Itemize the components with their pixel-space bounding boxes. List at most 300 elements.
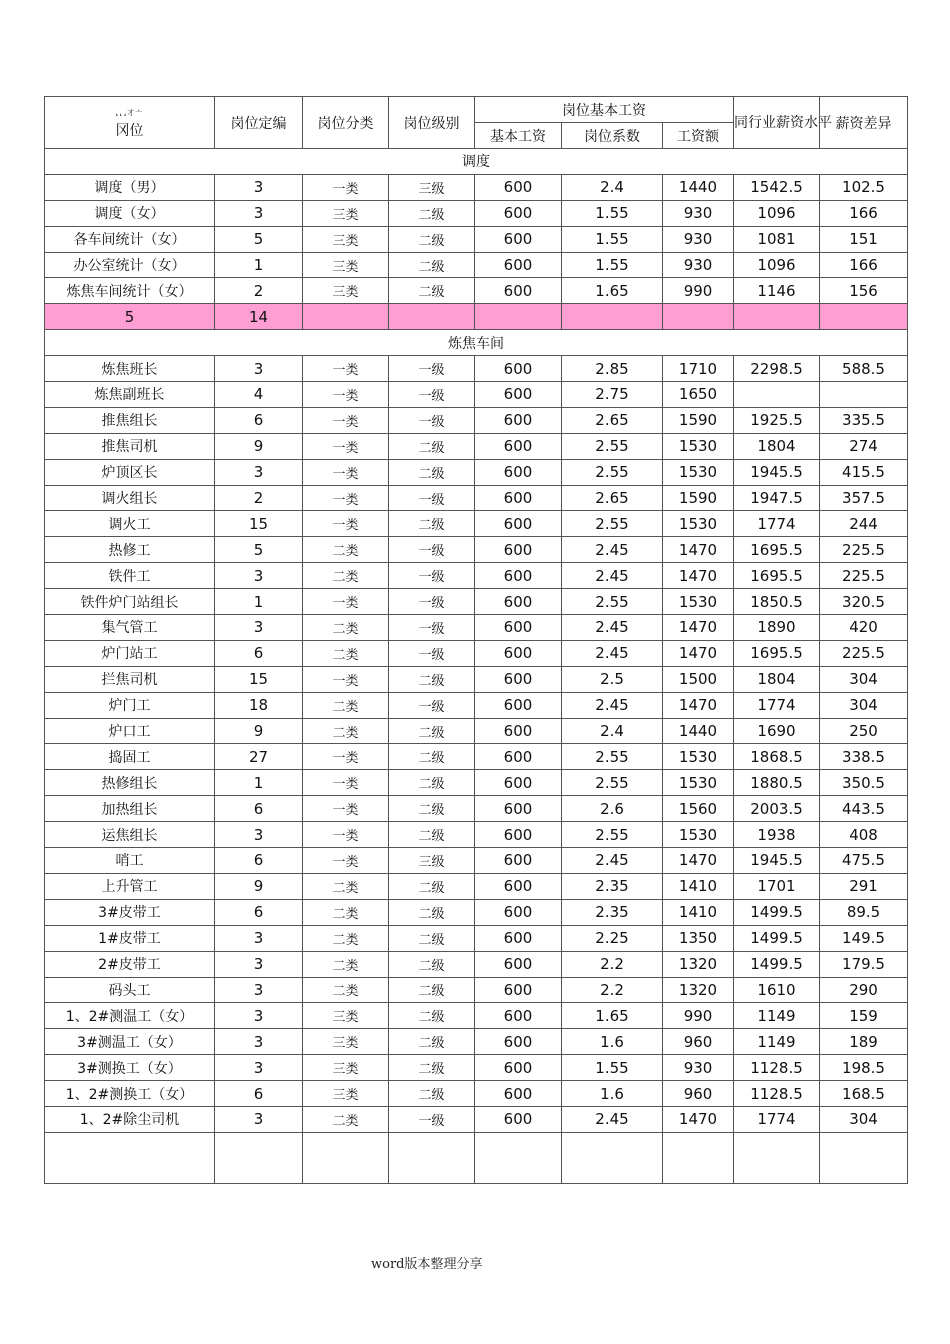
table-cell: 一级 xyxy=(389,1106,475,1132)
table-row xyxy=(45,1029,908,1055)
table-cell: 1850.5 xyxy=(734,589,820,615)
table-cell: 炼焦车间统计（女） xyxy=(45,278,215,304)
table-cell: 600 xyxy=(475,951,562,977)
table-cell: 225.5 xyxy=(820,640,908,666)
table-cell: 一类 xyxy=(303,174,389,200)
table-cell: 炉门工 xyxy=(45,692,215,718)
table-cell: 2.65 xyxy=(562,485,663,511)
table-cell: 二类 xyxy=(303,640,389,666)
blank-cell xyxy=(820,1132,908,1183)
table-cell: 1499.5 xyxy=(734,925,820,951)
table-cell: 1560 xyxy=(663,796,734,822)
table-row xyxy=(45,692,908,718)
table-cell: 600 xyxy=(475,796,562,822)
table-cell: 二级 xyxy=(389,1055,475,1081)
salary-table xyxy=(44,96,908,1184)
table-row xyxy=(45,356,908,382)
table-cell: 二类 xyxy=(303,537,389,563)
table-cell: 3 xyxy=(215,1055,303,1081)
table-cell: 930 xyxy=(663,252,734,278)
table-cell: 1868.5 xyxy=(734,744,820,770)
table-cell: 1530 xyxy=(663,822,734,848)
table-cell: 304 xyxy=(820,692,908,718)
table-cell: 捣固工 xyxy=(45,744,215,770)
table-cell: 一类 xyxy=(303,511,389,537)
table-cell: 1149 xyxy=(734,1029,820,1055)
table-cell: 二级 xyxy=(389,459,475,485)
table-cell: 225.5 xyxy=(820,537,908,563)
table-cell: 二级 xyxy=(389,666,475,692)
table-cell: 二级 xyxy=(389,226,475,252)
table-cell: 1440 xyxy=(663,174,734,200)
table-cell: 二级 xyxy=(389,511,475,537)
table-cell: 600 xyxy=(475,925,562,951)
table-cell: 2.55 xyxy=(562,433,663,459)
table-row xyxy=(45,537,908,563)
header-position xyxy=(45,97,215,149)
table-cell: 一类 xyxy=(303,589,389,615)
table-cell: 1470 xyxy=(663,848,734,874)
table-cell: 炉顶区长 xyxy=(45,459,215,485)
table-cell: 1804 xyxy=(734,433,820,459)
subtotal-cell xyxy=(389,304,475,330)
table-cell: 1.55 xyxy=(562,226,663,252)
table-cell: 600 xyxy=(475,407,562,433)
table-cell: 960 xyxy=(663,1029,734,1055)
table-cell: 225.5 xyxy=(820,563,908,589)
table-cell: 2.45 xyxy=(562,692,663,718)
table-cell: 二级 xyxy=(389,1029,475,1055)
table-cell: 1890 xyxy=(734,615,820,641)
table-cell: 1081 xyxy=(734,226,820,252)
table-cell: 调度（女） xyxy=(45,200,215,226)
table-cell: 一级 xyxy=(389,563,475,589)
table-cell: 600 xyxy=(475,666,562,692)
subtotal-cell: 5 xyxy=(45,304,215,330)
table-cell: 5 xyxy=(215,226,303,252)
table-cell: 5 xyxy=(215,537,303,563)
table-cell: 二级 xyxy=(389,278,475,304)
table-cell: 1610 xyxy=(734,977,820,1003)
header-position-label: 冈位 xyxy=(115,122,144,139)
table-row xyxy=(45,848,908,874)
table-row xyxy=(45,382,908,408)
table-cell: 2 xyxy=(215,485,303,511)
table-cell: 一级 xyxy=(389,382,475,408)
table-row xyxy=(45,433,908,459)
table-cell: 1.55 xyxy=(562,1055,663,1081)
table-cell: 930 xyxy=(663,1055,734,1081)
table-cell: 2.55 xyxy=(562,770,663,796)
table-cell: 15 xyxy=(215,511,303,537)
subtotal-cell xyxy=(562,304,663,330)
table-cell: 179.5 xyxy=(820,951,908,977)
table-cell: 3#测换工（女） xyxy=(45,1055,215,1081)
table-cell: 2.55 xyxy=(562,822,663,848)
table-cell: 集气管工 xyxy=(45,615,215,641)
table-cell: 二类 xyxy=(303,951,389,977)
table-cell: 一类 xyxy=(303,666,389,692)
table-cell: 三类 xyxy=(303,252,389,278)
table-row xyxy=(45,951,908,977)
table-cell: 600 xyxy=(475,174,562,200)
table-cell: 二级 xyxy=(389,796,475,822)
table-cell: 2.6 xyxy=(562,796,663,822)
table-cell: 156 xyxy=(820,278,908,304)
table-row xyxy=(45,899,908,925)
table-row xyxy=(45,718,908,744)
blank-cell xyxy=(562,1132,663,1183)
table-cell: 二级 xyxy=(389,770,475,796)
table-cell: 3 xyxy=(215,1003,303,1029)
table-cell: 3 xyxy=(215,1029,303,1055)
table-cell: 990 xyxy=(663,278,734,304)
table-cell: 6 xyxy=(215,848,303,874)
table-cell: 三类 xyxy=(303,1081,389,1107)
table-cell: 调火组长 xyxy=(45,485,215,511)
table-cell: 1410 xyxy=(663,899,734,925)
table-cell: 420 xyxy=(820,615,908,641)
table-cell: 2.55 xyxy=(562,511,663,537)
table-row xyxy=(45,407,908,433)
table-cell: 600 xyxy=(475,252,562,278)
header-difference: 薪资差异 xyxy=(820,97,908,149)
table-cell: 1#皮带工 xyxy=(45,925,215,951)
table-cell: 1.65 xyxy=(562,1003,663,1029)
table-cell: 二级 xyxy=(389,200,475,226)
table-cell: 1499.5 xyxy=(734,951,820,977)
table-cell: 102.5 xyxy=(820,174,908,200)
table-cell: 2.45 xyxy=(562,1106,663,1132)
table-cell: 1096 xyxy=(734,200,820,226)
table-cell: 2 xyxy=(215,278,303,304)
table-cell: 上升管工 xyxy=(45,873,215,899)
table-cell: 拦焦司机 xyxy=(45,666,215,692)
table-cell: 1542.5 xyxy=(734,174,820,200)
footer-note: word版本整理分享 xyxy=(371,1257,483,1272)
table-row xyxy=(45,615,908,641)
table-cell: 9 xyxy=(215,433,303,459)
table-cell: 600 xyxy=(475,485,562,511)
table-cell: 6 xyxy=(215,407,303,433)
table-cell: 600 xyxy=(475,589,562,615)
table-cell: 三级 xyxy=(389,174,475,200)
table-cell: 1590 xyxy=(663,407,734,433)
table-cell: 2.45 xyxy=(562,615,663,641)
table-row xyxy=(45,589,908,615)
table-cell: 1925.5 xyxy=(734,407,820,433)
table-cell: 89.5 xyxy=(820,899,908,925)
table-cell: 三级 xyxy=(389,848,475,874)
table-cell: 推焦司机 xyxy=(45,433,215,459)
table-cell: 1470 xyxy=(663,563,734,589)
table-cell: 1、2#除尘司机 xyxy=(45,1106,215,1132)
table-cell: 一类 xyxy=(303,407,389,433)
table-cell: 1590 xyxy=(663,485,734,511)
table-cell: 热修工 xyxy=(45,537,215,563)
table-cell: 600 xyxy=(475,770,562,796)
subtotal-cell xyxy=(734,304,820,330)
table-cell: 600 xyxy=(475,640,562,666)
table-cell: 二类 xyxy=(303,977,389,1003)
table-cell: 149.5 xyxy=(820,925,908,951)
header-level: 岗位级别 xyxy=(389,97,475,149)
table-cell: 3 xyxy=(215,925,303,951)
table-cell: 二类 xyxy=(303,615,389,641)
table-cell: 二级 xyxy=(389,252,475,278)
table-row xyxy=(45,977,908,1003)
table-cell: 2.45 xyxy=(562,537,663,563)
table-cell: 600 xyxy=(475,873,562,899)
table-cell: 三类 xyxy=(303,226,389,252)
header-industry-level: 同行业薪资水平 xyxy=(734,97,820,149)
table-cell: 3#皮带工 xyxy=(45,899,215,925)
table-cell: 3#测温工（女） xyxy=(45,1029,215,1055)
table-cell: 炼焦副班长 xyxy=(45,382,215,408)
table-cell: 2003.5 xyxy=(734,796,820,822)
table-cell xyxy=(734,382,820,408)
table-cell: 1690 xyxy=(734,718,820,744)
table-cell: 244 xyxy=(820,511,908,537)
table-cell: 加热组长 xyxy=(45,796,215,822)
table-cell: 1774 xyxy=(734,1106,820,1132)
table-cell: 357.5 xyxy=(820,485,908,511)
table-cell: 2.85 xyxy=(562,356,663,382)
blank-cell xyxy=(215,1132,303,1183)
table-row xyxy=(45,1003,908,1029)
table-cell: 1 xyxy=(215,252,303,278)
table-row xyxy=(45,744,908,770)
subtotal-cell: 14 xyxy=(215,304,303,330)
table-cell: 408 xyxy=(820,822,908,848)
table-cell: 1530 xyxy=(663,433,734,459)
table-cell: 2.35 xyxy=(562,899,663,925)
table-cell: 1938 xyxy=(734,822,820,848)
table-cell: 930 xyxy=(663,200,734,226)
table-cell: 960 xyxy=(663,1081,734,1107)
table-cell: 1710 xyxy=(663,356,734,382)
table-cell: 1128.5 xyxy=(734,1055,820,1081)
table-cell: 二级 xyxy=(389,1081,475,1107)
table-cell: 1410 xyxy=(663,873,734,899)
table-cell: 9 xyxy=(215,873,303,899)
table-cell: 一类 xyxy=(303,796,389,822)
table-cell: 304 xyxy=(820,1106,908,1132)
table-cell: 3 xyxy=(215,459,303,485)
table-cell: 3 xyxy=(215,951,303,977)
table-cell: 600 xyxy=(475,356,562,382)
table-cell: 二类 xyxy=(303,563,389,589)
table-cell: 1695.5 xyxy=(734,640,820,666)
table-cell: 一类 xyxy=(303,382,389,408)
table-cell: 600 xyxy=(475,718,562,744)
blank-cell xyxy=(303,1132,389,1183)
table-cell: 二类 xyxy=(303,1106,389,1132)
table-cell: 335.5 xyxy=(820,407,908,433)
table-cell: 2.45 xyxy=(562,563,663,589)
table-cell: 运焦组长 xyxy=(45,822,215,848)
table-cell: 151 xyxy=(820,226,908,252)
table-cell: 2.35 xyxy=(562,873,663,899)
table-cell: 1149 xyxy=(734,1003,820,1029)
table-cell: 15 xyxy=(215,666,303,692)
table-cell: 600 xyxy=(475,1106,562,1132)
table-cell: 600 xyxy=(475,537,562,563)
section-title: 炼焦车间 xyxy=(45,330,908,356)
table-cell: 1804 xyxy=(734,666,820,692)
table-cell: 2.55 xyxy=(562,589,663,615)
table-row xyxy=(45,174,908,200)
table-cell: 166 xyxy=(820,252,908,278)
table-cell: 1.6 xyxy=(562,1081,663,1107)
table-cell: 6 xyxy=(215,1081,303,1107)
header-wage-amount: 工资额 xyxy=(663,123,734,149)
table-cell: 1.55 xyxy=(562,200,663,226)
table-cell: 1 xyxy=(215,770,303,796)
table-row xyxy=(45,511,908,537)
table-row xyxy=(45,563,908,589)
table-cell: 二类 xyxy=(303,873,389,899)
table-cell: 二级 xyxy=(389,977,475,1003)
table-cell: 三类 xyxy=(303,1055,389,1081)
table-cell: 168.5 xyxy=(820,1081,908,1107)
table-cell: 一类 xyxy=(303,770,389,796)
subtotal-cell xyxy=(475,304,562,330)
table-cell: 600 xyxy=(475,899,562,925)
table-cell: 哨工 xyxy=(45,848,215,874)
table-cell: 铁件工 xyxy=(45,563,215,589)
blank-row xyxy=(45,1132,908,1183)
table-cell: 调火工 xyxy=(45,511,215,537)
table-cell: 600 xyxy=(475,278,562,304)
table-cell: 600 xyxy=(475,200,562,226)
table-row xyxy=(45,1081,908,1107)
table-cell: 1470 xyxy=(663,640,734,666)
table-cell: 4 xyxy=(215,382,303,408)
table-cell: 1、2#测换工（女） xyxy=(45,1081,215,1107)
blank-cell xyxy=(475,1132,562,1183)
blank-cell xyxy=(734,1132,820,1183)
table-cell: 1470 xyxy=(663,1106,734,1132)
table-cell: 1350 xyxy=(663,925,734,951)
table-cell: 1128.5 xyxy=(734,1081,820,1107)
table-cell: 304 xyxy=(820,666,908,692)
table-cell: 9 xyxy=(215,718,303,744)
table-cell: 475.5 xyxy=(820,848,908,874)
table-cell: 一类 xyxy=(303,433,389,459)
table-cell: 1096 xyxy=(734,252,820,278)
table-cell: 1530 xyxy=(663,511,734,537)
table-cell: 1470 xyxy=(663,615,734,641)
table-row xyxy=(45,873,908,899)
table-cell: 一级 xyxy=(389,640,475,666)
table-cell: 1320 xyxy=(663,977,734,1003)
table-cell: 1320 xyxy=(663,951,734,977)
table-cell: 一级 xyxy=(389,356,475,382)
table-row xyxy=(45,1106,908,1132)
table-cell: 588.5 xyxy=(820,356,908,382)
table-cell: 1、2#测温工（女） xyxy=(45,1003,215,1029)
table-cell: 198.5 xyxy=(820,1055,908,1081)
subtotal-row xyxy=(45,304,908,330)
table-row xyxy=(45,252,908,278)
table-cell: 二级 xyxy=(389,951,475,977)
table-cell: 炉口工 xyxy=(45,718,215,744)
table-cell: 一类 xyxy=(303,848,389,874)
table-cell: 二类 xyxy=(303,718,389,744)
table-cell: 600 xyxy=(475,692,562,718)
table-cell: 600 xyxy=(475,1081,562,1107)
table-cell: 320.5 xyxy=(820,589,908,615)
table-cell: 291 xyxy=(820,873,908,899)
table-row xyxy=(45,770,908,796)
table-cell: 159 xyxy=(820,1003,908,1029)
table-cell: 1774 xyxy=(734,692,820,718)
table-cell: 3 xyxy=(215,200,303,226)
table-cell: 2.2 xyxy=(562,951,663,977)
table-cell: 二类 xyxy=(303,692,389,718)
table-cell: 2.2 xyxy=(562,977,663,1003)
table-cell: 415.5 xyxy=(820,459,908,485)
table-cell: 1440 xyxy=(663,718,734,744)
table-cell: 一类 xyxy=(303,356,389,382)
table-row xyxy=(45,925,908,951)
header-base-wage-group: 岗位基本工资 xyxy=(475,97,734,123)
blank-cell xyxy=(389,1132,475,1183)
table-cell: 二级 xyxy=(389,433,475,459)
subtotal-cell xyxy=(820,304,908,330)
table-cell: 码头工 xyxy=(45,977,215,1003)
table-cell: 1650 xyxy=(663,382,734,408)
table-cell: 1146 xyxy=(734,278,820,304)
table-cell: 二类 xyxy=(303,899,389,925)
table-cell: 166 xyxy=(820,200,908,226)
table-cell: 各车间统计（女） xyxy=(45,226,215,252)
table-cell: 三类 xyxy=(303,1003,389,1029)
table-cell: 990 xyxy=(663,1003,734,1029)
table-cell: 2#皮带工 xyxy=(45,951,215,977)
table-cell: 350.5 xyxy=(820,770,908,796)
table-cell: 炉门站工 xyxy=(45,640,215,666)
table-cell: 3 xyxy=(215,1106,303,1132)
table-row xyxy=(45,822,908,848)
table-cell: 一类 xyxy=(303,744,389,770)
table-cell: 二级 xyxy=(389,744,475,770)
table-cell: 2.45 xyxy=(562,640,663,666)
table-cell: 1470 xyxy=(663,692,734,718)
table-cell: 6 xyxy=(215,899,303,925)
table-row xyxy=(45,1055,908,1081)
table-cell: 3 xyxy=(215,977,303,1003)
table-cell: 二级 xyxy=(389,873,475,899)
table-cell: 铁件炉门站组长 xyxy=(45,589,215,615)
table-cell: 3 xyxy=(215,615,303,641)
table-cell: 一级 xyxy=(389,407,475,433)
table-cell: 一类 xyxy=(303,485,389,511)
table-cell: 3 xyxy=(215,174,303,200)
table-cell: 一级 xyxy=(389,692,475,718)
table-cell: 250 xyxy=(820,718,908,744)
table-cell: 2.5 xyxy=(562,666,663,692)
table-cell: 1.65 xyxy=(562,278,663,304)
table-row xyxy=(45,226,908,252)
blank-cell xyxy=(663,1132,734,1183)
header-category: 岗位分类 xyxy=(303,97,389,149)
table-cell: 2.4 xyxy=(562,174,663,200)
table-cell: 189 xyxy=(820,1029,908,1055)
table-row xyxy=(45,200,908,226)
table-cell: 1500 xyxy=(663,666,734,692)
